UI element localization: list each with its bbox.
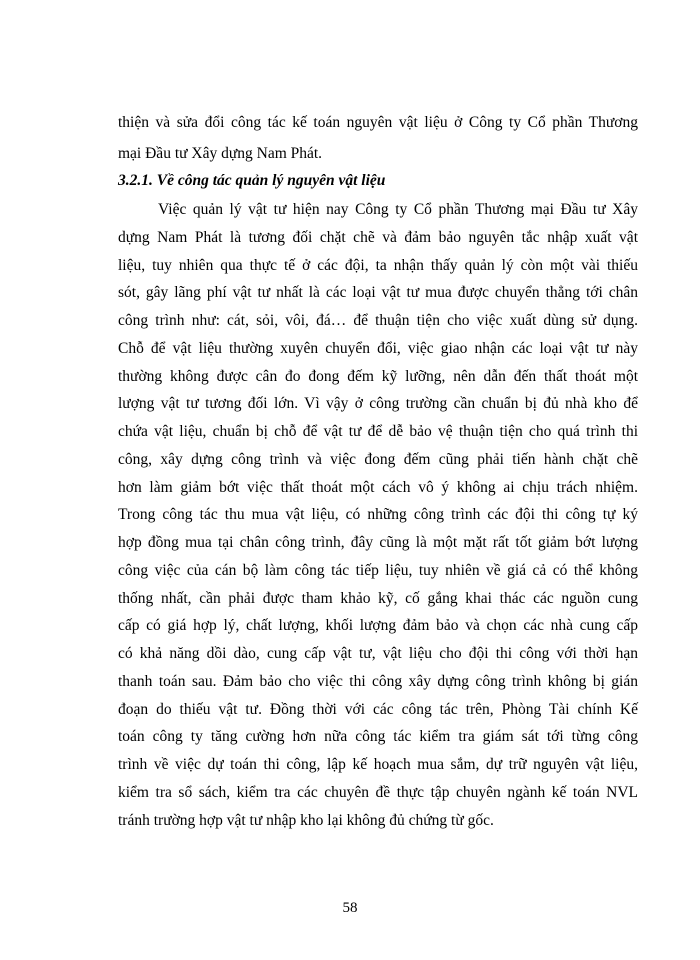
body-line: tránh trường hợp vật tư nhập kho lại không đủ chứng từ gốc. (118, 812, 494, 829)
body-line: Việc quản lý vật tư hiện nay Công ty Cổ phần Thương mại Đầu tư Xây (158, 201, 638, 218)
body-line: kiểm tra sổ sách, kiểm tra các chuyên đề thực tập chuyên ngành kế toán NVL (118, 784, 638, 801)
body-line: Chỗ để vật liệu thường xuyên chuyển đổi, việc giao nhận các loại vật tư này (118, 340, 638, 357)
body-line: công việc của cán bộ làm công tác tiếp liệu, tuy nhiên về giá cả có thể không (118, 562, 638, 579)
body-line: có khả năng dồi dào, cung cấp vật tư, vật liệu cho đội thi công với thời hạn (118, 645, 638, 662)
body-line: đoạn do thiếu vật tư. Đồng thời với các công tác trên, Phòng Tài chính Kế (118, 701, 638, 718)
body-line: lượng vật tư tương đối lớn. Vì vậy ở công trường cần chuẩn bị đủ nhà kho để (118, 395, 638, 412)
body-line: cấp có giá hợp lý, chất lượng, khối lượng đảm bảo và chọn các nhà cung cấp (118, 617, 638, 634)
body-line: hơn làm giảm bớt việc thất thoát một cách vô ý không ai chịu trách nhiệm. (118, 479, 638, 496)
body-line: thường không được cân đo đong đếm kỹ lưỡng, nên dẫn đến thất thoát một (118, 368, 638, 385)
body-line: thống nhất, cần phải được tham khảo kỹ, cố gắng khai thác các nguồn cung (118, 590, 638, 607)
body-line: hợp đồng mua tại chân công trình, đây cũng là một mặt rất tốt giảm bớt lượng (118, 534, 638, 551)
section-heading: 3.2.1. Về công tác quản lý nguyên vật liệu (118, 172, 386, 189)
body-line: dựng Nam Phát là tương đối chặt chẽ và đảm bảo nguyên tắc nhập xuất vật (118, 229, 638, 246)
body-line: thanh toán sau. Đảm bảo cho việc thi công xây dựng công trình không bị gián (118, 673, 638, 690)
body-line: trình về việc dự toán thi công, lập kế hoạch mua sắm, dự trữ nguyên vật liệu, (118, 756, 638, 773)
body-line: toán công ty tăng cường hơn nữa công tác kiểm tra giám sát tới từng công (118, 728, 638, 745)
page-number: 58 (342, 900, 358, 916)
body-line: chứa vật liệu, chuẩn bị chỗ để vật tư để dễ bảo vệ thuận tiện cho quá trình thi (118, 423, 638, 440)
body-line: công, xây dựng công trình và việc đong đếm cũng phải tiến hành chặt chẽ (118, 451, 638, 468)
body-line: liệu, tuy nhiên qua thực tế ở các đội, ta nhận thấy quản lý còn một vài thiếu (118, 257, 638, 274)
body-line: sót, gây lãng phí vật tư nhất là các loại vật tư mua được chuyển thẳng tới chân (118, 284, 638, 301)
body-line: Trong công tác thu mua vật liệu, có những công trình các đội thi công tự ký (118, 506, 638, 523)
body-line: công trình như: cát, sỏi, vôi, đá… để thuận tiện cho việc xuất dùng sử dụng. (118, 312, 638, 329)
intro-line-2: mại Đầu tư Xây dựng Nam Phát. (118, 145, 323, 162)
intro-line-1: thiện và sửa đổi công tác kế toán nguyên vật liệu ở Công ty Cổ phần Thương (118, 114, 638, 131)
